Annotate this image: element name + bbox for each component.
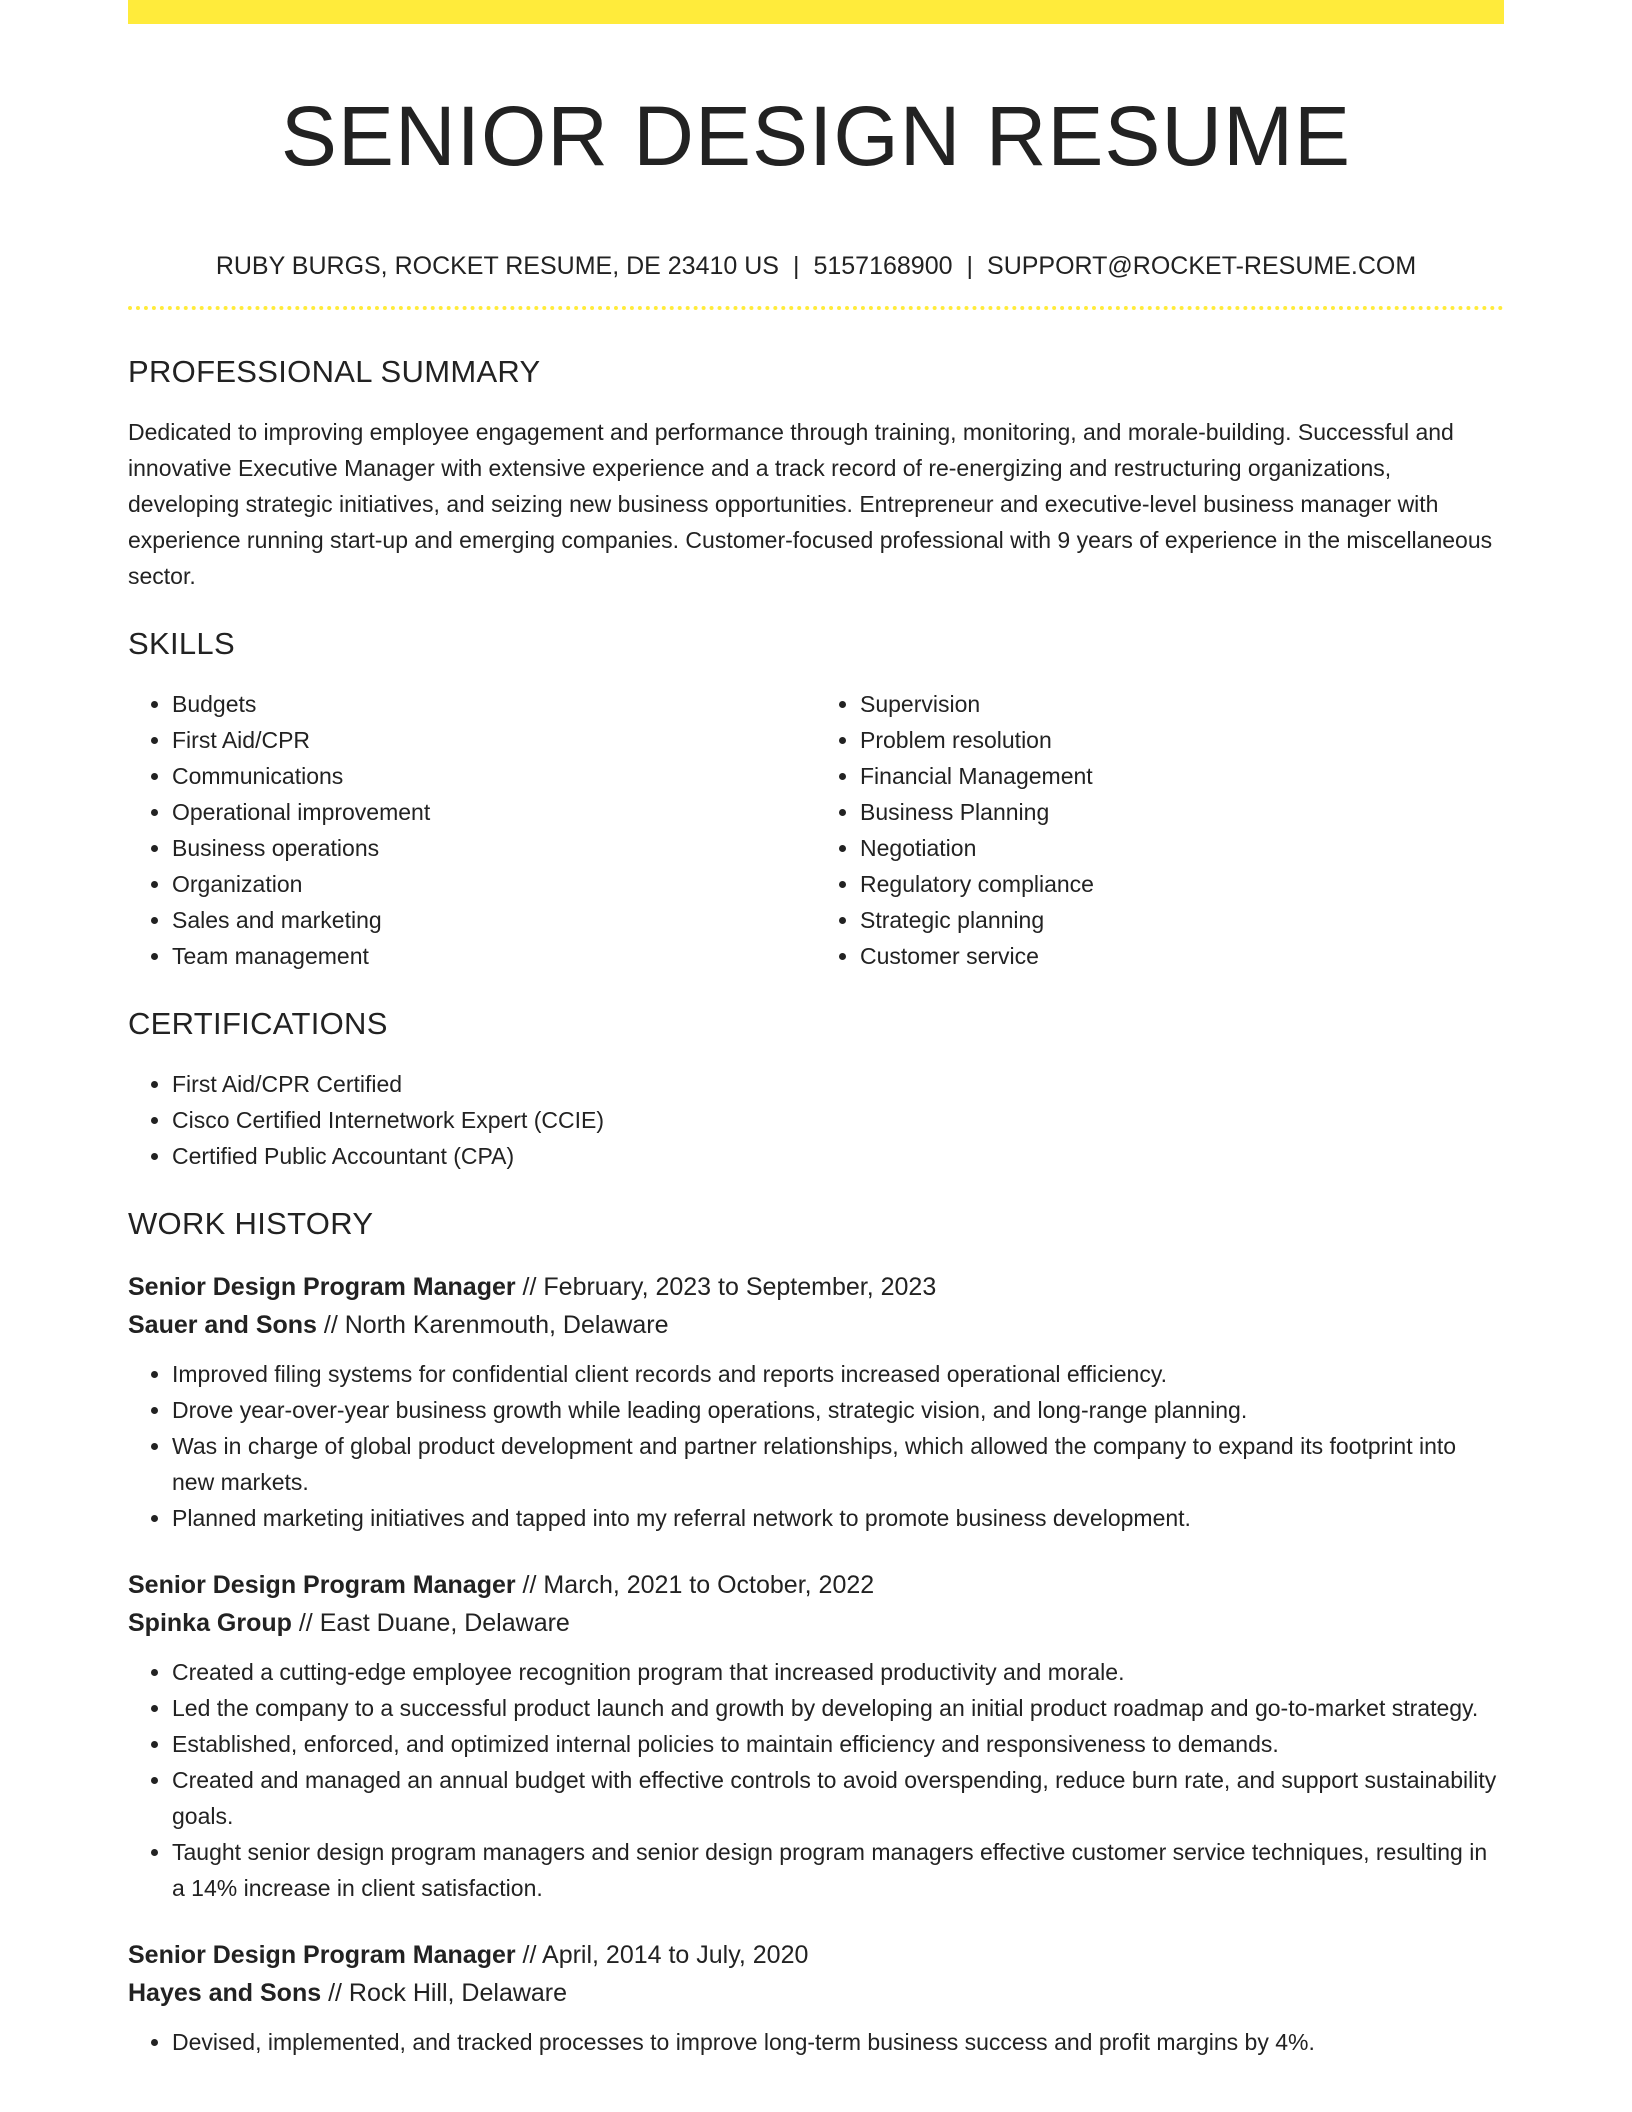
skill-item: • First Aid/CPR [172,722,816,758]
resume-title: SENIOR DESIGN RESUME [280,89,1352,183]
skill-item: • Problem resolution [860,722,1504,758]
job-bullet: • Created and managed an annual budget with effective controls to avoid overspending, reduce burn rate, and support sustainability goals. [172,1762,1504,1834]
job-dates: // February, 2023 to September, 2023 [515,1273,937,1301]
job-company-line [128,1974,1504,2012]
job-title: Senior Design Program Manager [128,1571,516,1599]
contact-line [128,250,1504,282]
section-heading-work-history: WORK HISTORY [128,1206,374,1241]
skill-item: • Negotiation [860,830,1504,866]
contact-email: SUPPORT@ROCKET-RESUME.COM [987,252,1417,280]
job-dates: // March, 2021 to October, 2022 [515,1571,875,1599]
job-company: Sauer and Sons [128,1311,317,1339]
skill-item: • Customer service [860,938,1504,974]
section-heading-skills: SKILLS [128,626,235,661]
certification-item: • First Aid/CPR Certified [172,1066,1504,1102]
job-location: // East Duane, Delaware [291,1609,570,1637]
certifications-section [128,1004,1504,1174]
skill-item: • Business Planning [860,794,1504,830]
accent-top-bar [128,0,1504,24]
job-company: Hayes and Sons [128,1979,322,2007]
resume-page [128,0,1504,2060]
skill-item: • Operational improvement [172,794,816,830]
job-title-line [128,1936,1504,1974]
job-bullets [128,1356,1504,1536]
contact-address: RUBY BURGS, ROCKET RESUME, DE 23410 US [215,252,779,280]
skills-section [128,624,1504,974]
skill-item: • Team management [172,938,816,974]
job-title: Senior Design Program Manager [128,1941,516,1969]
job-company-line [128,1604,1504,1642]
job-entry [128,1936,1504,2060]
contact-phone: 5157168900 [813,252,953,280]
job-bullet: • Led the company to a successful product launch and growth by developing an initial product roadmap and go-to-market strategy. [172,1690,1504,1726]
job-bullet: • Was in charge of global product development and partner relationships, which allowed the company to expand its footprint into new markets. [172,1428,1504,1500]
contact-separator: | [966,252,974,280]
job-bullet: • Planned marketing initiatives and tapped into my referral network to promote business development. [172,1500,1504,1536]
skill-item: • Sales and marketing [172,902,816,938]
skill-item: • Organization [172,866,816,902]
certification-item: • Certified Public Accountant (CPA) [172,1138,1504,1174]
job-title-line [128,1268,1504,1306]
section-heading-certifications: CERTIFICATIONS [128,1006,388,1041]
skill-item: • Supervision [860,686,1504,722]
job-bullet: • Created a cutting-edge employee recognition program that increased productivity and morale. [172,1654,1504,1690]
job-company-line [128,1306,1504,1344]
job-bullet: • Improved filing systems for confidential client records and reports increased operational efficiency. [172,1356,1504,1392]
professional-summary-section [128,352,1504,594]
job-location: // North Karenmouth, Delaware [316,1311,669,1339]
skills-list-right [816,686,1504,974]
skill-item: • Financial Management [860,758,1504,794]
job-entry [128,1268,1504,1536]
job-title: Senior Design Program Manager [128,1273,516,1301]
summary-text: Dedicated to improving employee engagement and performance through training, monitoring, and morale-building. Successful and innovative Executive Manager with extensive experience and a track record of re-energizing and restructuring organizations, developing strategic initiatives, and seizing new business opportunities. Entrepreneur and executive-level business manager with experience running start-up and emerging companies. Customer-focused professional with 9 years of experience in the miscellaneous sector. [128,419,1493,589]
skills-list-left [128,686,816,974]
job-bullet: • Taught senior design program managers and senior design program managers effective customer service techniques, resulting in a 14% increase in client satisfaction. [172,1834,1504,1906]
skill-item: • Business operations [172,830,816,866]
skill-item: • Communications [172,758,816,794]
section-heading-summary: PROFESSIONAL SUMMARY [128,354,541,389]
dotted-divider [128,306,1504,310]
job-title-line [128,1566,1504,1604]
job-bullet: • Established, enforced, and optimized internal policies to maintain efficiency and responsiveness to demands. [172,1726,1504,1762]
job-bullets [128,1654,1504,1906]
certification-item: • Cisco Certified Internetwork Expert (CCIE) [172,1102,1504,1138]
job-bullet: • Devised, implemented, and tracked processes to improve long-term business success and profit margins by 4%. [172,2024,1504,2060]
job-bullets [128,2024,1504,2060]
job-bullet: • Drove year-over-year business growth while leading operations, strategic vision, and long-range planning. [172,1392,1504,1428]
skill-item: • Strategic planning [860,902,1504,938]
job-dates: // April, 2014 to July, 2020 [515,1941,809,1969]
certifications-list [128,1066,1504,1174]
skill-item: • Regulatory compliance [860,866,1504,902]
skills-columns [128,686,1504,974]
work-history-section [128,1204,1504,2060]
job-location: // Rock Hill, Delaware [321,1979,568,2007]
contact-separator: | [792,252,800,280]
skill-item: • Budgets [172,686,816,722]
job-company: Spinka Group [128,1609,292,1637]
job-entry [128,1566,1504,1906]
